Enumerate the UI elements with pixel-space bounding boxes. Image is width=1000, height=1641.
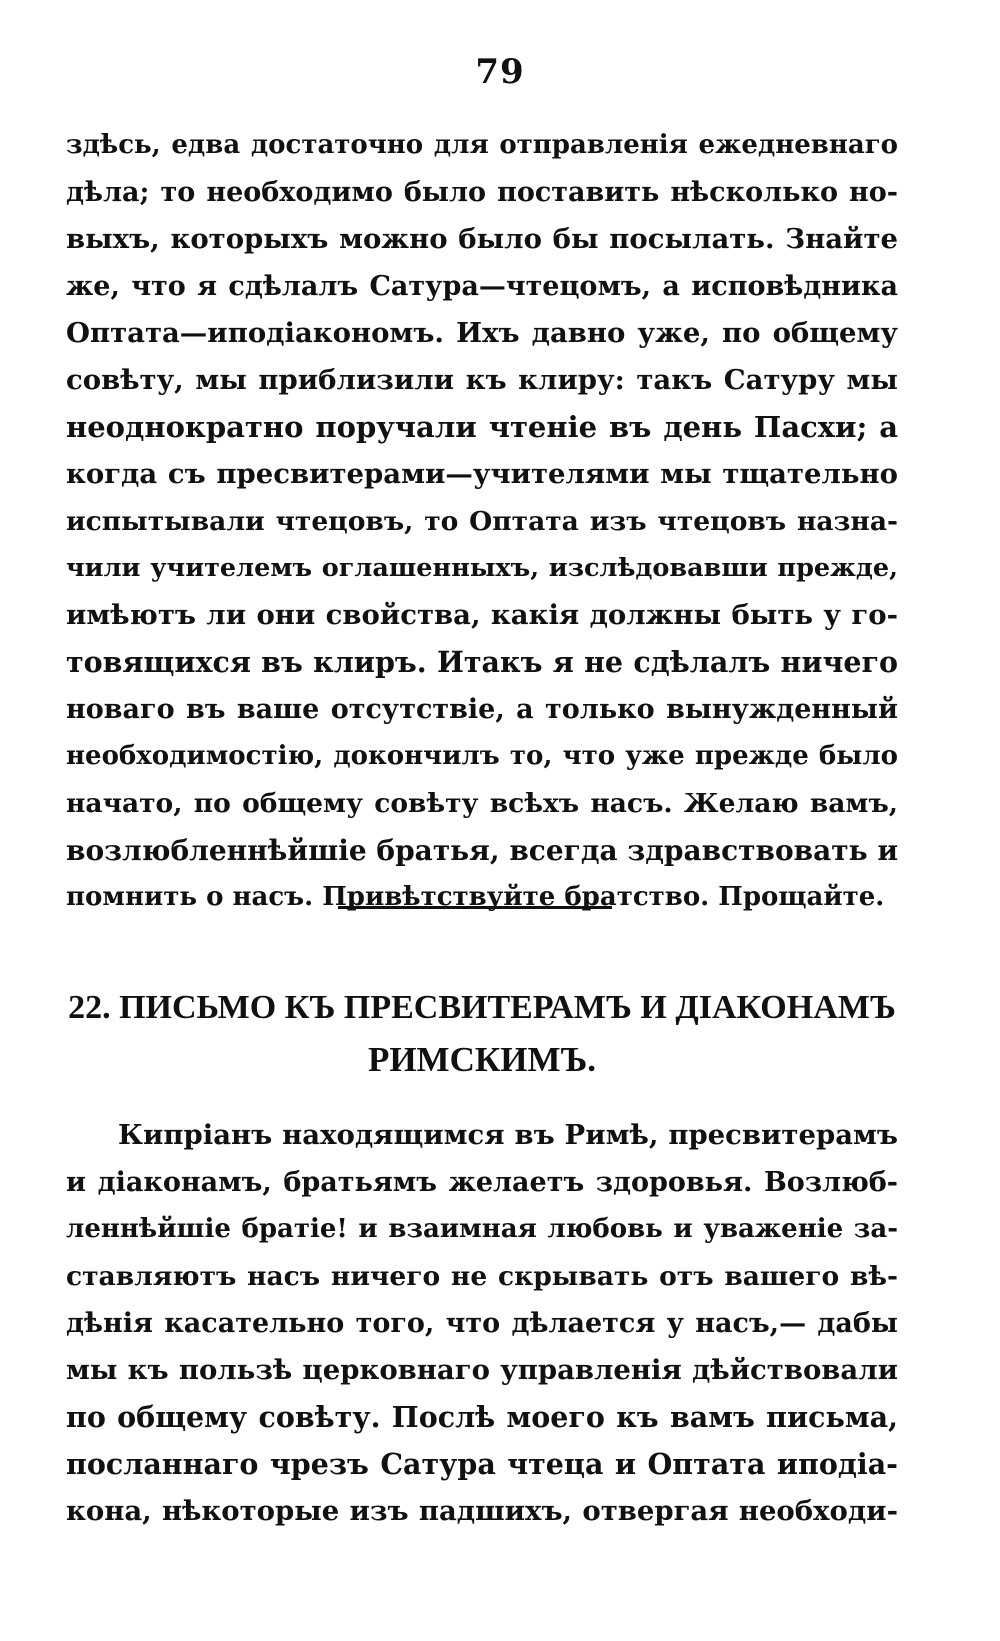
text-line: неоднократно поручали чтеніе въ день Пасхи; а (66, 410, 898, 444)
section-divider (338, 906, 612, 909)
text-line: товящихся въ клиръ. Итакъ я не сдѣлалъ ничего (66, 645, 898, 679)
text-line: имѣютъ ли они свойства, какія должны быть у го- (66, 599, 898, 631)
text-line: посланнаго чрезъ Сатура чтеца и Оптата иподіа- (66, 1447, 898, 1481)
text-line: совѣту, мы приблизили къ клиру: такъ Сатуру мы (66, 364, 898, 396)
text-line: испытывали чтецовъ, то Оптата изъ чтецовъ назна- (66, 506, 898, 537)
text-line: дѣла; то необходимо было поставить нѣсколько но- (66, 177, 898, 208)
text-line: дѣнія касательно того, что дѣлается у насъ,— дабы (66, 1308, 898, 1339)
text-line: необходимостію, докончилъ то, что уже прежде было (66, 741, 898, 771)
text-line: новаго въ ваше отсутствіе, а только вынужденный (66, 694, 898, 725)
text-line: возлюбленнѣйшіе братья, всегда здравствовать и (66, 834, 899, 867)
text-line: ставляютъ насъ ничего не скрывать отъ вашего вѣ- (66, 1261, 898, 1292)
text-line: Оптата—иподіакономъ. Ихъ давно уже, по общему (66, 317, 898, 349)
text-line: когда съ пресвитерами—учителями мы тщательно (66, 458, 898, 490)
text-line: выхъ, которыхъ можно было бы посылать. Знайте (66, 223, 898, 255)
section-heading-line: РИМСКИМЪ. (367, 1040, 597, 1079)
letter-paragraph (66, 1112, 898, 1535)
section-heading-line: 22. ПИСЬМО КЪ ПРЕСВИТЕРАМЪ И ДІАКОНАМЪ (68, 989, 896, 1026)
text-line: же, что я сдѣлалъ Сатура—чтецомъ, а исповѣдника (66, 271, 898, 302)
section-heading (66, 982, 898, 1086)
text-line: и діаконамъ, братьямъ желаетъ здоровья. Возлюб- (66, 1167, 898, 1198)
text-line: кона, нѣкоторые изъ падшихъ, отвергая необходи- (66, 1495, 898, 1527)
text-line: помнить о насъ. Привѣтствуйте братство. Прощайте. (66, 882, 885, 912)
text-line: мы къ пользѣ церковнаго управленія дѣйствовали (66, 1354, 898, 1386)
text-line: начато, по общему совѣту всѣхъ насъ. Желаю вамъ, (66, 788, 898, 819)
text-line: по общему совѣту. Послѣ моего къ вамъ письма, (66, 1400, 898, 1434)
text-line: леннѣйшіе братіе! и взаимная любовь и уваженіе за- (66, 1214, 898, 1244)
text-line: чили учителемъ оглашенныхъ, изслѣдовавши прежде, (66, 553, 898, 583)
text-line: здѣсь, едва достаточно для отправленія ежедневнаго (66, 130, 898, 160)
page-number: 79 (475, 52, 525, 92)
paragraph-continued (66, 122, 898, 921)
text-line: Кипріанъ находящимся въ Римѣ, пресвитерамъ (118, 1119, 898, 1151)
